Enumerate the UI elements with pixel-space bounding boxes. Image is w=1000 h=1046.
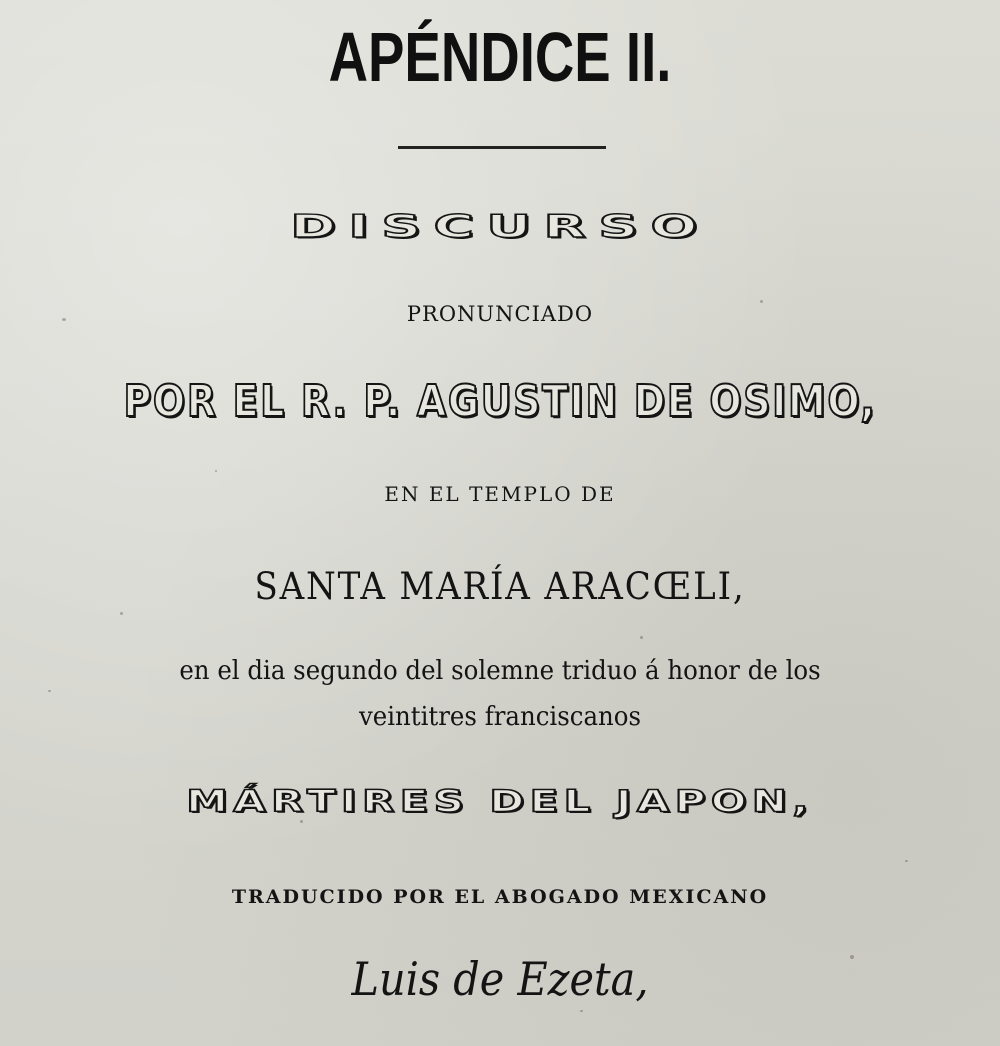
paper-speck: [120, 612, 123, 615]
martyrs-line: MÁRTIRES DEL JAPON,: [186, 783, 814, 819]
paper-speck: [215, 470, 217, 472]
speaker-line: POR EL R. P. AGUSTIN DE OSIMO,: [123, 376, 877, 427]
paper-speck: [48, 690, 51, 692]
translator-name: Luis de Ezeta,: [351, 952, 649, 1006]
appendix-heading: APÉNDICE II.: [328, 18, 672, 96]
translated-by-line: TRADUCIDO POR EL ABOGADO MEXICANO: [231, 886, 769, 908]
occasion-line-1: en el dia segundo del solemne triduo á honor de los: [179, 656, 821, 686]
title-discurso: DISCURSO: [290, 209, 710, 245]
paper-speck: [905, 860, 908, 862]
paper-speck: [580, 1010, 583, 1012]
place-intro-line: EN EL TEMPLO DE: [384, 482, 616, 506]
paper-speck: [300, 820, 303, 823]
occasion-line-2: veintitres franciscanos: [358, 702, 642, 732]
paper-speck: [640, 636, 643, 639]
paper-speck: [760, 300, 763, 303]
church-name: SANTA MARÍA ARACŒLI,: [254, 565, 746, 608]
title-rule: [398, 146, 606, 149]
pronounced-line: PRONUNCIADO: [406, 302, 594, 326]
